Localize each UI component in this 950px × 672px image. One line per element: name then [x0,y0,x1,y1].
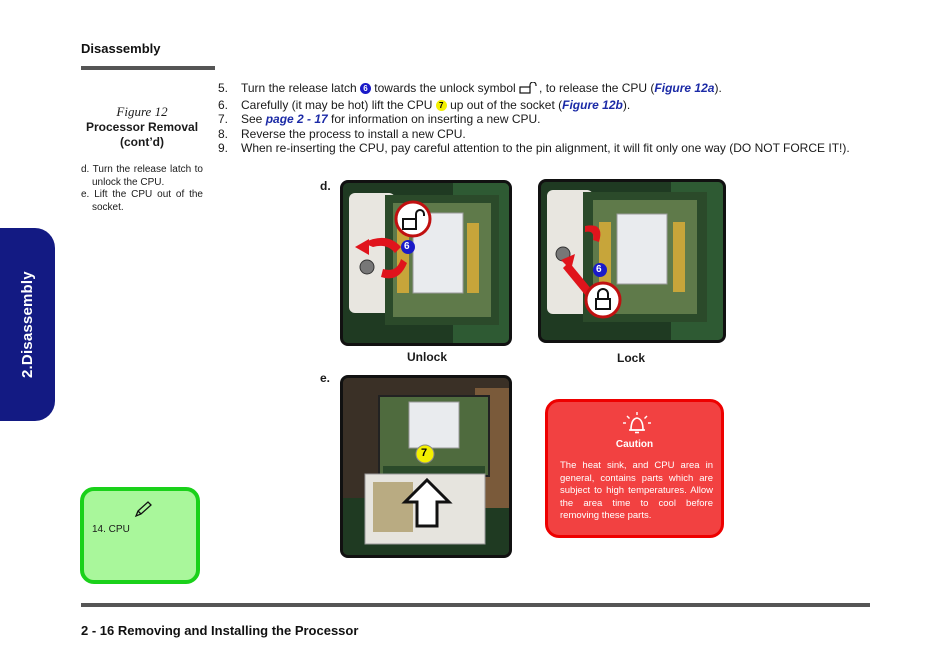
step-item [218,98,898,113]
page-2-17-link[interactable]: page 2 - 17 [265,112,328,126]
note-box [80,487,200,584]
page-footer: 2 - 16 Removing and Installing the Processor [81,623,359,638]
top-divider [81,66,215,70]
latch-callout-badge: 6 [596,264,602,275]
chapter-side-tab-label: 2.Disassembly [19,271,36,378]
step-text: ). [622,97,631,112]
unlock-symbol-icon [519,82,539,98]
latch-callout-badge: 6 [404,241,410,252]
step-text: up out of the socket ( [446,97,563,112]
latch-callout-badge: 6 [360,83,371,94]
photo-label-d: d. [320,179,331,193]
pencil-icon [134,500,154,523]
figure-12a-link[interactable]: Figure 12a [654,81,715,95]
figure-note-d: d. Turn the release latch to unlock the CPU. [81,164,203,188]
section-title: Disassembly [81,41,161,56]
step-item [218,112,898,127]
figure-title-line-1: Processor Removal [85,120,199,134]
step-number: 8. [218,126,229,141]
step-item [218,127,898,142]
figure-label: Figure 12 [116,104,168,119]
figure-notes [81,164,203,214]
lock-caption: Lock [617,351,646,365]
caution-box [545,399,724,538]
caution-title: Caution [615,439,654,450]
cpu-callout-badge: 7 [421,447,428,459]
note-text: 14. CPU [92,524,130,535]
figure-title-line-2: (cont’d) [120,135,164,149]
cpu-lock-photo [538,179,726,343]
step-number: 7. [218,112,229,126]
unlock-caption: Unlock [407,350,448,364]
alarm-bell-icon [622,411,652,440]
procedure-steps [218,81,898,156]
step-text: ). [714,81,722,95]
step-number: 6. [218,97,229,112]
step-text: towards the unlock symbol [370,81,520,95]
step-number: 5. [218,81,229,95]
figure-note-e: e. Lift the CPU out of the socket. [81,189,203,213]
step-text: When re-inserting the CPU, pay careful attention to the pin alignment, it will fit only one way (DO NOT FORCE IT!). [241,141,850,155]
step-item [218,141,898,156]
step-number: 9. [218,141,229,155]
step-text: , to release the CPU ( [539,81,655,95]
step-text: for information on inserting a new CPU. [327,112,541,126]
bottom-divider [81,603,870,607]
cpu-callout-badge: 7 [436,100,447,111]
cpu-unlock-photo [340,180,512,346]
chapter-side-tab[interactable] [0,228,55,421]
caution-text: The heat sink, and CPU area in general, contains parts which are subject to high temperatures. Allow the area time to cool before removing these parts. [560,460,713,521]
step-text: Turn the release latch [241,81,360,95]
figure-caption [81,104,203,150]
step-text: Carefully (it may be hot) lift the CPU [241,97,436,112]
photo-label-e: e. [320,371,331,385]
step-item [218,81,898,98]
step-text: See [241,112,266,126]
cpu-lift-photo [340,375,512,558]
figure-12b-link[interactable]: Figure 12b [562,97,623,112]
step-text: Reverse the process to install a new CPU. [241,126,466,141]
